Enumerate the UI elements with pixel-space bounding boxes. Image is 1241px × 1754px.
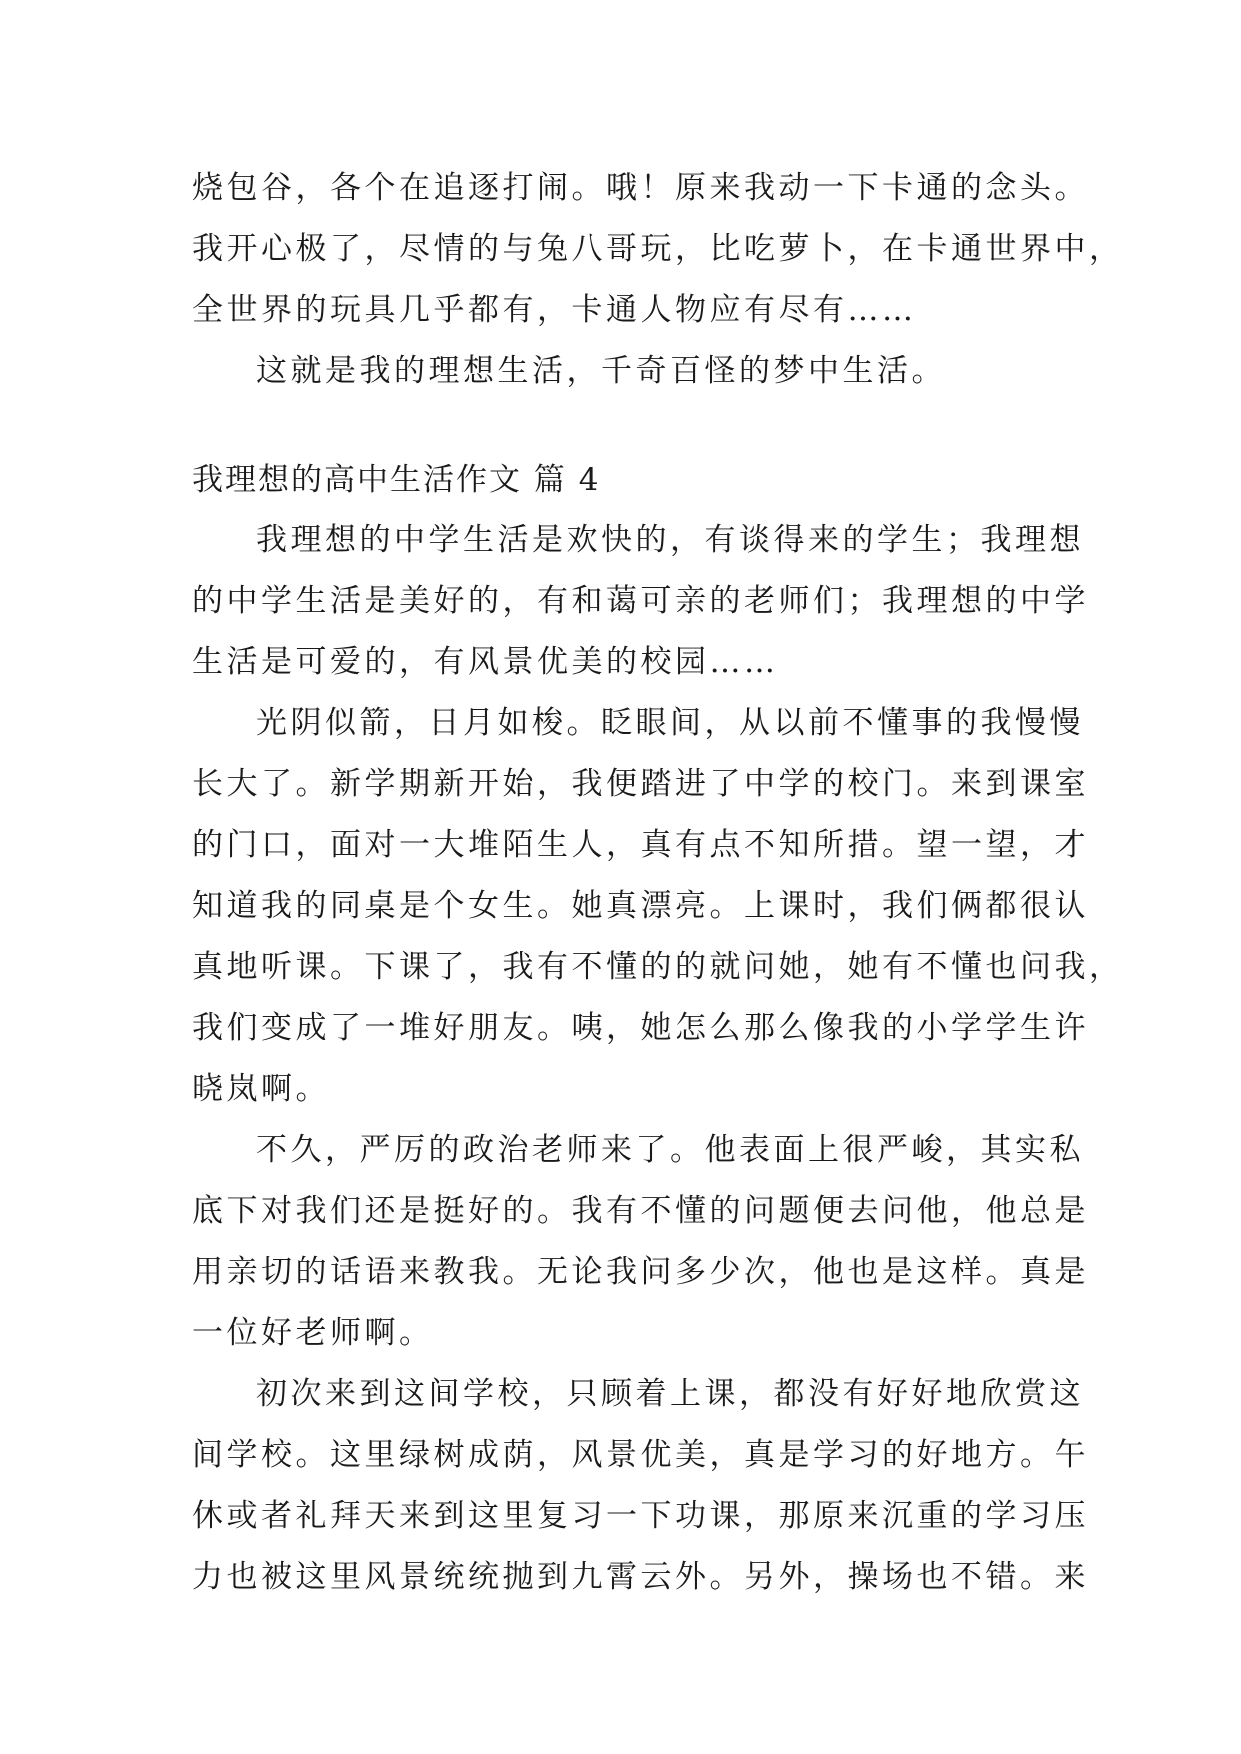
section-title: 我理想的高中生活作文 篇 4 [192,462,601,498]
text-line: 真地听课。下课了，我有不懂的的就问她，她有不懂也问我， [192,949,1124,985]
text-line: 长大了。新学期新开始，我便踏进了中学的校门。来到课室 [192,766,1089,802]
text-line: 力也被这里风景统统抛到九霄云外。另外，操场也不错。来 [192,1559,1089,1595]
text-line: 间学校。这里绿树成荫，风景优美，真是学习的好地方。午 [192,1437,1089,1473]
text-line: 的门口，面对一大堆陌生人，真有点不知所措。望一望，才 [192,827,1089,863]
text-line: 不久，严厉的政治老师来了。他表面上很严峻，其实私 [256,1132,1084,1168]
text-line: 我理想的中学生活是欢快的，有谈得来的学生；我理想 [256,522,1084,558]
text-line: 底下对我们还是挺好的。我有不懂的问题便去问他，他总是 [192,1193,1089,1229]
text-line: 的中学生活是美好的，有和蔼可亲的老师们；我理想的中学 [192,583,1089,619]
closing-sentence: 这就是我的理想生活，千奇百怪的梦中生活。 [256,353,946,389]
text-line: 初次来到这间学校，只顾着上课，都没有好好地欣赏这 [256,1376,1084,1412]
text-line: 知道我的同桌是个女生。她真漂亮。上课时，我们俩都很认 [192,888,1089,924]
text-line: 烧包谷，各个在追逐打闹。哦！原来我动一下卡通的念头。 [192,170,1089,206]
text-line: 光阴似箭，日月如梭。眨眼间，从以前不懂事的我慢慢 [256,705,1084,741]
text-line: 生活是可爱的，有风景优美的校园…… [192,644,779,680]
text-line: 晓岚啊。 [192,1071,330,1107]
text-line: 用亲切的话语来教我。无论我问多少次，他也是这样。真是 [192,1254,1089,1290]
text-line: 一位好老师啊。 [192,1315,434,1351]
text-line: 我们变成了一堆好朋友。咦，她怎么那么像我的小学学生许 [192,1010,1089,1046]
text-line: 我开心极了，尽情的与兔八哥玩，比吃萝卜，在卡通世界中， [192,231,1124,267]
text-line: 全世界的玩具几乎都有，卡通人物应有尽有…… [192,292,917,328]
text-line: 休或者礼拜天来到这里复习一下功课，那原来沉重的学习压 [192,1498,1089,1534]
